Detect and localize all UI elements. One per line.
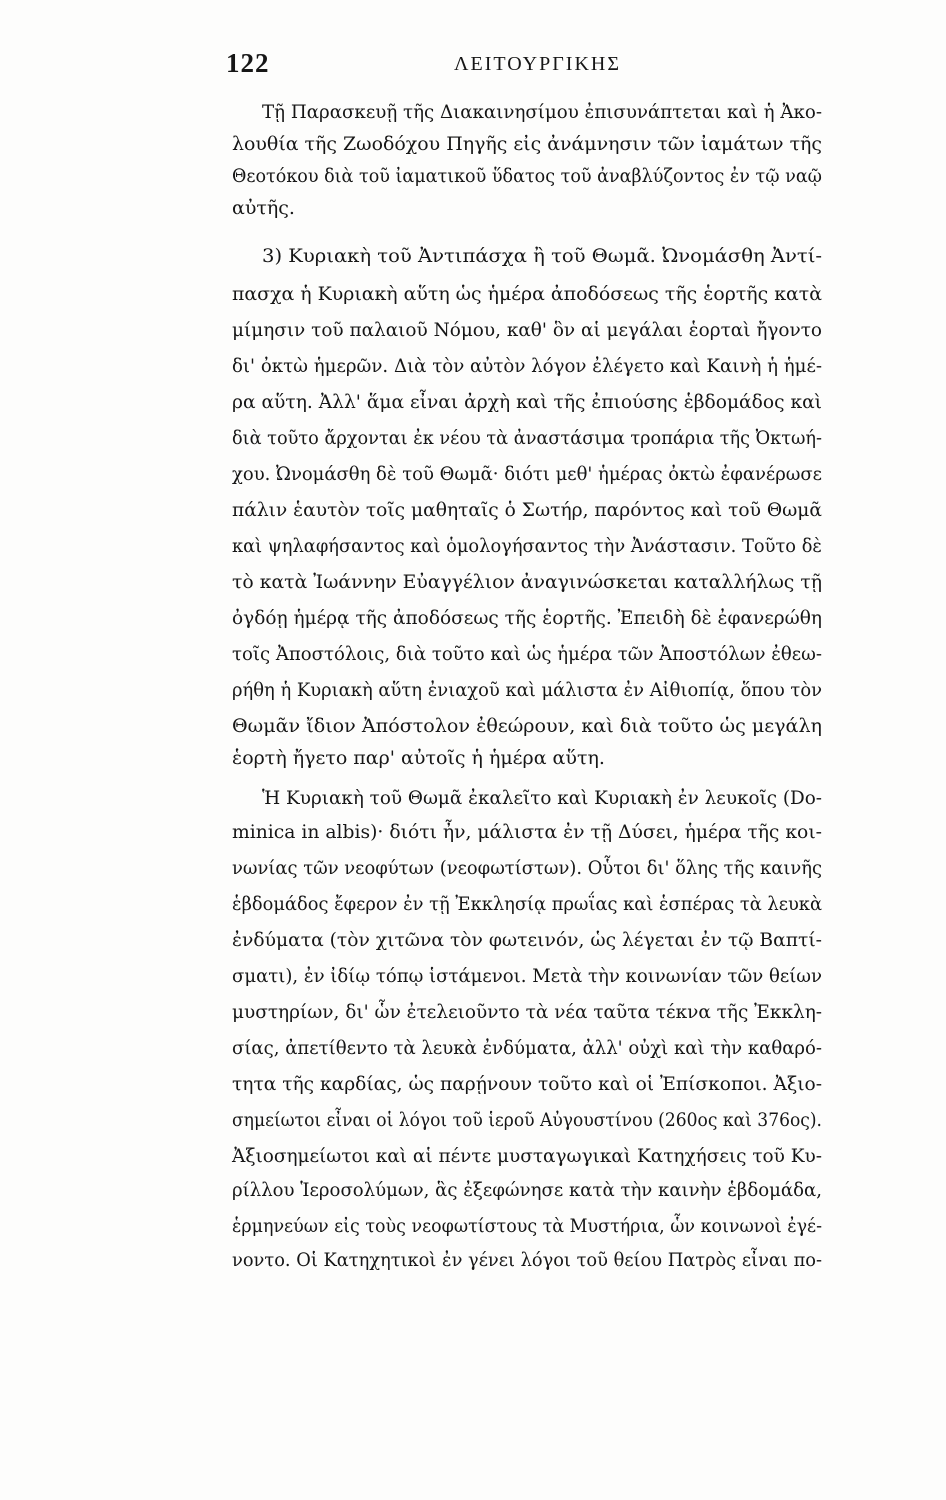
text-line: Θεοτόκου διὰ τοῦ ἰαματικοῦ ὕδατος τοῦ ἀναβλύζοντος ἐν τῷ ναῷ <box>232 165 822 187</box>
text-line: τοῖς Ἀποστόλοις, διὰ τοῦτο καὶ ὡς ἡμέρα τῶν Ἀποστόλων ἐθεω- <box>232 643 822 665</box>
text-line: Ἡ Κυριακὴ τοῦ Θωμᾶ ἐκαλεῖτο καὶ Κυριακὴ ἐν λευκοῖς (Do- <box>262 787 822 809</box>
text-line: ρίλλου Ἱεροσολύμων, ἃς ἐξεφώνησε κατὰ τὴν καινὴν ἑβδομάδα, <box>232 1179 822 1201</box>
text-line: σματι), ἐν ἰδίῳ τόπῳ ἱστάμενοι. Μετὰ τὴν κοινωνίαν τῶν θείων <box>232 965 822 987</box>
text-line: Θωμᾶν ἴδιον Ἀπόστολον ἐθεώρουν, καὶ διὰ τοῦτο ὡς μεγάλη <box>232 715 822 737</box>
text-line: minica in albis)· διότι ἦν, μάλιστα ἐν τῇ Δύσει, ἡμέρα τῆς κοι- <box>232 821 822 843</box>
text-line: διὰ τοῦτο ἄρχονται ἐκ νέου τὰ ἀναστάσιμα τροπάρια τῆς Ὀκτωή- <box>232 427 822 449</box>
text-line: νοντο. Οἱ Κατηχητικοὶ ἐν γένει λόγοι τοῦ θείου Πατρὸς εἶναι πο- <box>232 1249 822 1271</box>
text-line: καὶ ψηλαφήσαντος καὶ ὁμολογήσαντος τὴν Ἀνάστασιν. Τοῦτο δὲ <box>232 535 822 557</box>
text-line: μυστηρίων, δι' ὧν ἐτελειοῦντο τὰ νέα ταῦτα τέκνα τῆς Ἐκκλη- <box>232 1001 822 1023</box>
text-line: μίμησιν τοῦ παλαιοῦ Νόμου, καθ' ὃν αἱ μεγάλαι ἑορταὶ ἤγοντο <box>232 319 822 341</box>
text-line: ἑρμηνεύων εἰς τοὺς νεοφωτίστους τὰ Μυστήρια, ὧν κοινωνοὶ ἐγέ- <box>232 1215 822 1237</box>
text-line: πασχα ἡ Κυριακὴ αὕτη ὡς ἡμέρα ἀποδόσεως τῆς ἑορτῆς κατὰ <box>232 283 822 305</box>
text-line: ὀγδόῃ ἡμέρᾳ τῆς ἀποδόσεως τῆς ἑορτῆς. Ἐπειδὴ δὲ ἐφανερώθη <box>232 607 822 629</box>
text-line: τητα τῆς καρδίας, ὡς παρῄνουν τοῦτο καὶ οἱ Ἐπίσκοποι. Ἀξιο- <box>232 1073 822 1095</box>
running-title: ΛΕΙΤΟΥΡΓΙΚΗΣ <box>454 53 621 75</box>
text-line: ἑορτὴ ἤγετο παρ' αὐτοῖς ἡ ἡμέρα αὕτη. <box>232 747 605 769</box>
running-head <box>226 48 826 88</box>
text-line: Τῇ Παρασκευῇ τῆς Διακαινησίμου ἐπισυνάπτεται καὶ ἡ Ἀκο- <box>262 101 822 123</box>
text-line: Ἀξιοσημείωτοι καὶ αἱ πέντε μυσταγωγικαὶ Κατηχήσεις τοῦ Κυ- <box>232 1145 822 1167</box>
text-line: χου. Ὠνομάσθη δὲ τοῦ Θωμᾶ· διότι μεθ' ἡμέρας ὀκτὼ ἐφανέρωσε <box>232 463 822 485</box>
text-line: ρήθη ἡ Κυριακὴ αὕτη ἐνιαχοῦ καὶ μάλιστα ἐν Αἰθιοπίᾳ, ὅπου τὸν <box>232 679 822 701</box>
text-line: αὐτῆς. <box>232 197 295 219</box>
text-line: νωνίας τῶν νεοφύτων (νεοφωτίστων). Οὗτοι δι' ὅλης τῆς καινῆς <box>232 857 822 879</box>
page-number: 122 <box>226 48 270 78</box>
text-line: σημείωτοι εἶναι οἱ λόγοι τοῦ ἱεροῦ Αὐγουστίνου (260ος καὶ 376ος). <box>232 1109 822 1131</box>
text-line: πάλιν ἑαυτὸν τοῖς μαθηταῖς ὁ Σωτήρ, παρόντος καὶ τοῦ Θωμᾶ <box>232 499 822 521</box>
text-line: λουθία τῆς Ζωοδόχου Πηγῆς εἰς ἀνάμνησιν τῶν ἰαμάτων τῆς <box>232 133 822 155</box>
text-line: ἐνδύματα (τὸν χιτῶνα τὸν φωτεινόν, ὡς λέγεται ἐν τῷ Βαπτί- <box>232 929 822 951</box>
text-line: τὸ κατὰ Ἰωάννην Εὐαγγέλιον ἀναγινώσκεται καταλλήλως τῇ <box>232 571 822 593</box>
text-line: 3) Κυριακὴ τοῦ Ἀντιπάσχα ἢ τοῦ Θωμᾶ. Ὠνομάσθη Ἀντί- <box>262 245 822 267</box>
text-line: σίας, ἀπετίθεντο τὰ λευκὰ ἐνδύματα, ἀλλ' οὐχὶ καὶ τὴν καθαρό- <box>232 1037 822 1059</box>
text-line: ρα αὕτη. Ἀλλ' ἅμα εἶναι ἀρχὴ καὶ τῆς ἐπιούσης ἑβδομάδος καὶ <box>232 391 822 413</box>
text-line: δι' ὀκτὼ ἡμερῶν. Διὰ τὸν αὐτὸν λόγον ἐλέγετο καὶ Καινὴ ἡ ἡμέ- <box>232 355 822 377</box>
text-line: ἑβδομάδος ἔφερον ἐν τῇ Ἐκκλησίᾳ πρωΐας καὶ ἑσπέρας τὰ λευκὰ <box>232 893 822 915</box>
